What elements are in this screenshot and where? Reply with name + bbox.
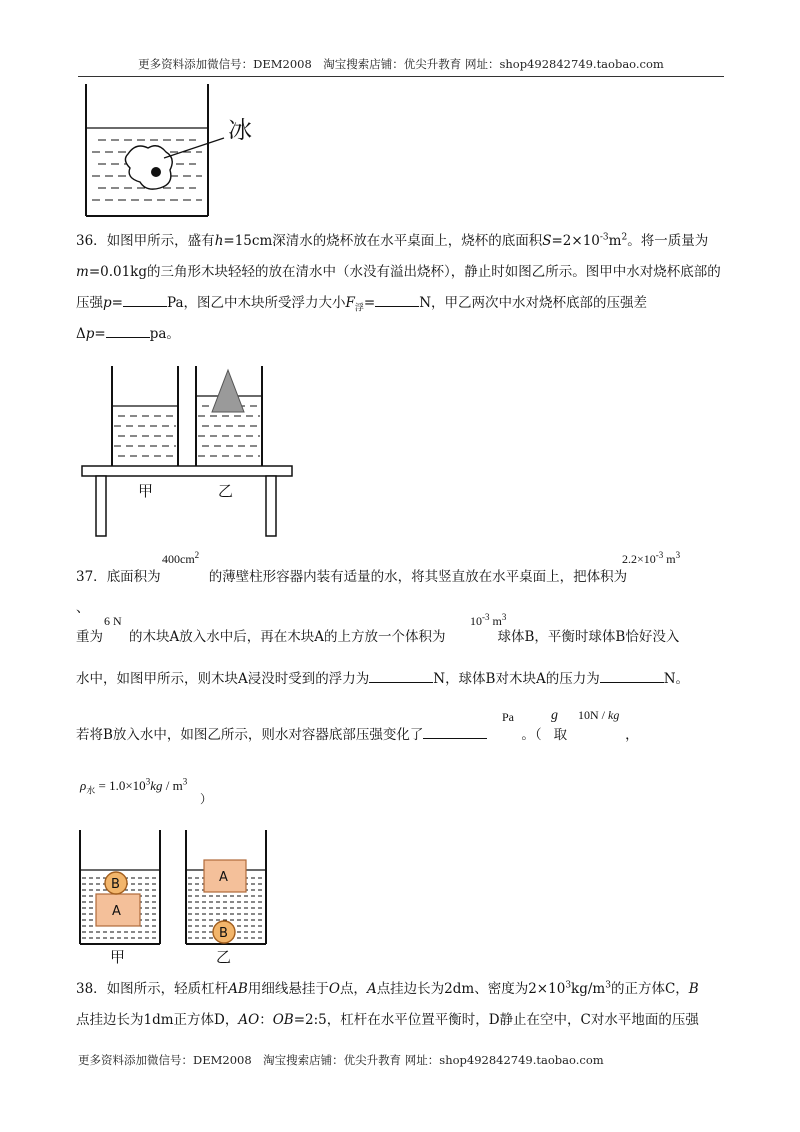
label-yi: 乙	[218, 482, 234, 500]
page-header: 更多资料添加微信号：DEM2008 淘宝搜索店铺：优尖升教育 网址：shop492842749.taobao.com	[78, 56, 724, 77]
answer-blank-pressure-difference[interactable]	[106, 323, 150, 338]
table	[82, 466, 292, 536]
question-38: 38．如图所示，轻质杠杆AB用细线悬挂于O点，A点挂边长为2dm、密度为$2\times 10^3kg/m^3$的正方体C，B 点挂边长为1dm正方体D，AO：OB=2:5，杠杆在水平位置平衡时，D静止在空中，C对水平地面的压强	[76, 980, 699, 1028]
answer-blank-pressure[interactable]	[123, 292, 167, 307]
g-value: 10N / kg	[578, 708, 620, 722]
beaker-left	[112, 366, 178, 466]
density-close-paren: ）	[200, 792, 213, 806]
block-a-left-label: A	[112, 904, 121, 919]
question-37-line1: 37．底面积为 的薄壁柱形容器内装有适量的水，将其竖直放在水平桌面上，把体积为、	[76, 569, 628, 616]
weight-value: 6 N	[104, 614, 122, 628]
ice-pointer-line	[164, 138, 224, 158]
label-jia: 甲	[138, 482, 154, 500]
area-value: $400cm^2$	[162, 550, 200, 566]
answer-blank-buoyancy-a[interactable]	[369, 668, 433, 683]
volume-a-value: $2.2\times 10^{-3}$ $m^3$	[622, 550, 681, 566]
question-37-line3: 水中，如图甲所示，则木块A浸没时受到的浮力为 N，球体B对木块A的压力为 N。	[76, 664, 726, 695]
question-37-line4: 若将B放入水中，如图乙所示，则水对容器底部压强变化了 。（ 取 ，	[76, 720, 726, 751]
label-jia-37: 甲	[110, 948, 126, 966]
volume-b-value: $10^{-3}$ $m^3$	[470, 612, 507, 628]
answer-blank-force-b[interactable]	[600, 668, 664, 683]
pa-unit: Pa	[502, 710, 514, 724]
figure-ice-in-water	[76, 80, 276, 220]
ice-core-dot	[151, 167, 161, 177]
figure-37-containers	[76, 826, 276, 966]
ice-label: 冰	[228, 116, 252, 144]
g-symbol: g	[551, 708, 558, 723]
ice-shape	[125, 146, 172, 189]
answer-blank-pressure-change[interactable]	[423, 724, 487, 739]
question-37-line2: 重为 的木块A放入水中后，再在木块A的上方放一个体积为 球体B，平衡时球体B恰好没入	[76, 629, 680, 645]
ball-b-right-label: B	[219, 926, 228, 941]
question-36: 36．如图甲所示，盛有h=15cm深清水的烧杯放在水平桌面上，烧杯的底面积$S=2\times 10^{-3}m^2$。将一质量为 m=0.01kg的三角形木块轻轻的放在清水中（水没有溢出烧杯），静止时如图乙所示。图甲中水对烧杯底部的压强p= Pa，图乙中木块所受浮力大小$F_浮= N$，甲乙两次中水对烧杯底部的压强差 Δp= pa。	[76, 232, 721, 342]
ball-b-left-label: B	[111, 877, 120, 892]
answer-blank-buoyancy[interactable]	[375, 292, 419, 307]
figure-36-beakers-on-table	[78, 362, 298, 540]
block-a-right-label: A	[219, 870, 228, 885]
page-footer: 更多资料添加微信号：DEM2008 淘宝搜索店铺：优尖升教育 网址：shop492842749.taobao.com	[78, 1053, 604, 1067]
density-water: $\rho_水 = 1.0\times 10^3kg / m^3$	[80, 776, 188, 796]
triangular-wood-block	[212, 370, 244, 412]
label-yi-37: 乙	[216, 948, 232, 966]
